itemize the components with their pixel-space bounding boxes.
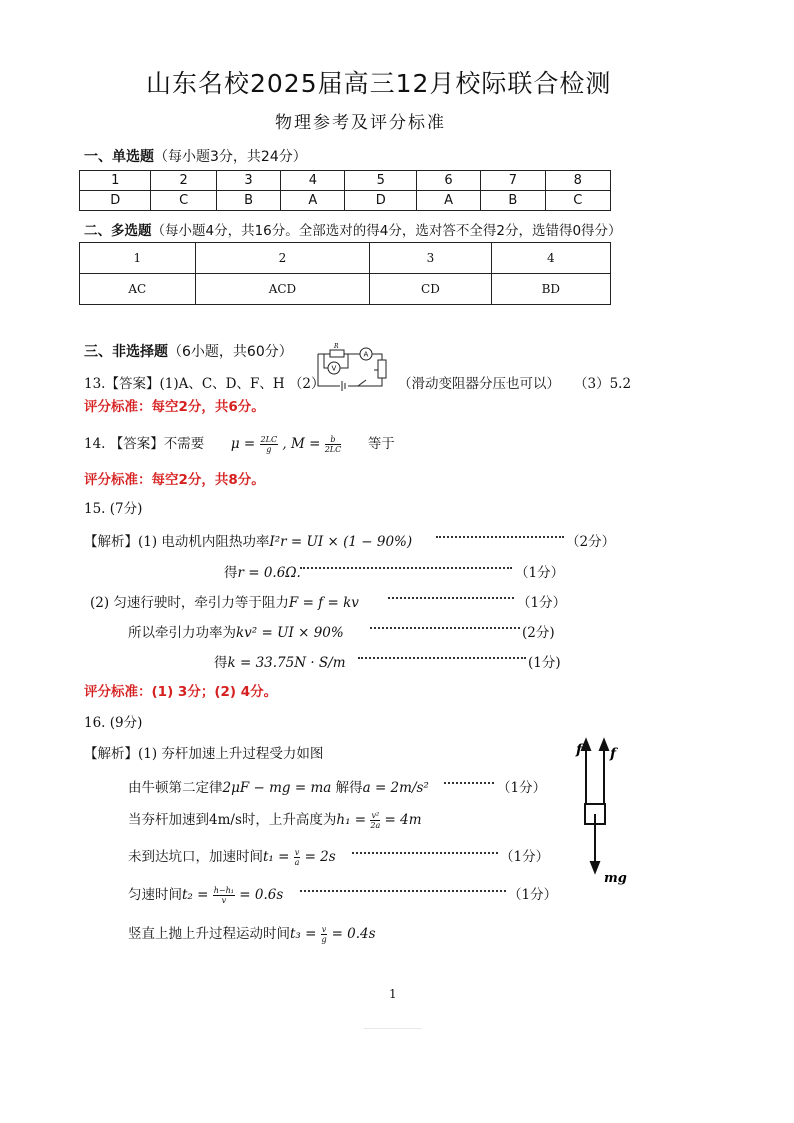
q14-tail: 等于: [367, 436, 395, 452]
q14-m-fraction: $\frac{b}{2LC}$: [324, 435, 342, 454]
q15-line2: 得r = 0.6Ω.: [224, 565, 301, 581]
q15-line4: 所以牵引力功率为kv² = UI × 90%: [128, 625, 344, 641]
table-cell: D: [345, 191, 416, 211]
section3-heading: 三、非选择题（6小题，共60分）: [84, 344, 293, 360]
q13-note: （滑动变阻器分压也可以）: [398, 376, 560, 392]
dotted-leader: [436, 536, 564, 538]
table-cell: A: [416, 191, 480, 211]
circuit-label-v: V: [331, 364, 337, 373]
table-cell: A: [281, 191, 345, 211]
table-cell: 5: [345, 171, 416, 191]
table-cell: 2: [195, 243, 370, 274]
q14-answer: [84, 432, 395, 454]
table-cell: ACD: [195, 274, 370, 305]
q15-header: 15. (7分): [84, 501, 143, 517]
q16-line1-score: （1分）: [497, 780, 547, 796]
q14-mu-fraction: $\frac{2LC}{g}$: [260, 435, 278, 454]
circuit-label-r: R: [334, 343, 339, 350]
table-cell: 7: [481, 171, 545, 191]
q15-line3-score: （1分）: [517, 595, 567, 611]
table-cell: 4: [491, 243, 610, 274]
q16-line3-score: （1分）: [500, 849, 550, 865]
q16-line5: 竖直上抛上升过程运动时间t₃ = $\frac{v}{g}$ = 0.4s: [128, 925, 376, 944]
q15-line3: (2) 匀速行驶时，牵引力等于阻力F = f = kv: [90, 595, 359, 611]
circuit-diagram: [308, 340, 390, 396]
table-cell: C: [151, 191, 216, 211]
section2-heading: 二、多选题（每小题4分，共16分。全部选对的得4分，选对答不全得2分，选错得0得分）: [84, 223, 622, 239]
q16-line3: 未到达坑口，加速时间t₁ = $\frac{v}{a}$ = 2s: [128, 848, 336, 867]
q14-grading: 评分标准：每空2分，共8分。: [84, 472, 265, 488]
table-cell: 6: [416, 171, 480, 191]
multi-choice-table: [79, 242, 611, 305]
force-label-mg: mg: [604, 871, 627, 886]
q15-line4-score: (2分): [522, 625, 555, 641]
q13-answer: 13.【答案】(1)A、C、D、F、H （2）: [84, 376, 325, 392]
q15-line2-score: （1分）: [515, 565, 565, 581]
dotted-leader: [300, 567, 512, 569]
q15-line1: 【解析】(1) 电动机内阻热功率I²r = UI × (1 − 90%): [84, 534, 413, 550]
table-cell: CD: [370, 274, 491, 305]
q15-line5: 得k = 33.75N · S/m: [214, 655, 346, 671]
dotted-leader: [358, 657, 526, 659]
q14-label: 14. 【答案】不需要: [84, 436, 205, 452]
page-number: 1: [389, 987, 397, 1001]
force-label-f-left: f: [576, 742, 583, 758]
table-cell: B: [216, 191, 280, 211]
q15-grading: 评分标准：(1) 3分；(2) 4分。: [84, 684, 278, 700]
dotted-leader: [300, 890, 506, 892]
q14-m: , M =: [282, 436, 321, 452]
table-cell: 4: [281, 171, 345, 191]
q15-line1-score: （2分）: [566, 534, 616, 550]
table-cell: BD: [491, 274, 610, 305]
table-row: [80, 243, 611, 274]
q16-line4-score: （1分）: [508, 887, 558, 903]
force-diagram: [568, 736, 638, 888]
force-label-f-right: f: [610, 746, 617, 762]
q13-part3: （3）5.2: [574, 376, 632, 392]
table-cell: 1: [80, 171, 151, 191]
q16-header: 16. (9分): [84, 715, 143, 731]
dotted-leader: [352, 852, 498, 854]
table-cell: AC: [80, 274, 196, 305]
table-cell: 1: [80, 243, 196, 274]
q16-line2: 当夯杆加速到4m/s时，上升高度为h₁ = $\frac{\text{v²}}{2a}$ = 4m: [128, 811, 422, 830]
q13-grading: 评分标准：每空2分，共6分。: [84, 399, 265, 415]
page-title: 山东名校2025届高三12月校际联合检测: [146, 69, 612, 98]
q15-line5-score: (1分): [528, 655, 561, 671]
table-cell: 3: [370, 243, 491, 274]
table-cell: 8: [545, 171, 610, 191]
single-choice-table: [79, 170, 611, 211]
q16-line4: 匀速时间t₂ = $\frac{\text{h−h₁}}{v}$ = 0.6s: [128, 886, 284, 905]
circuit-label-a: A: [363, 350, 369, 359]
q16-intro: 【解析】(1) 夯杆加速上升过程受力如图: [84, 746, 324, 762]
table-cell: 3: [216, 171, 280, 191]
table-row: [80, 191, 611, 211]
table-row: [80, 274, 611, 305]
table-cell: D: [80, 191, 151, 211]
dotted-leader: [444, 782, 494, 784]
q14-mu: μ =: [230, 436, 256, 452]
table-row: [80, 171, 611, 191]
page-subtitle: 物理参考及评分标准: [275, 113, 446, 133]
divider: [364, 1028, 422, 1029]
table-cell: 2: [151, 171, 216, 191]
table-cell: B: [481, 191, 545, 211]
dotted-leader: [388, 597, 514, 599]
table-cell: C: [545, 191, 610, 211]
section1-heading: 一、单选题（每小题3分，共24分）: [84, 149, 307, 165]
dotted-leader: [370, 627, 520, 629]
q16-line1: 由牛顿第二定律2μF − mg = ma 解得a = 2m/s²: [128, 780, 429, 796]
